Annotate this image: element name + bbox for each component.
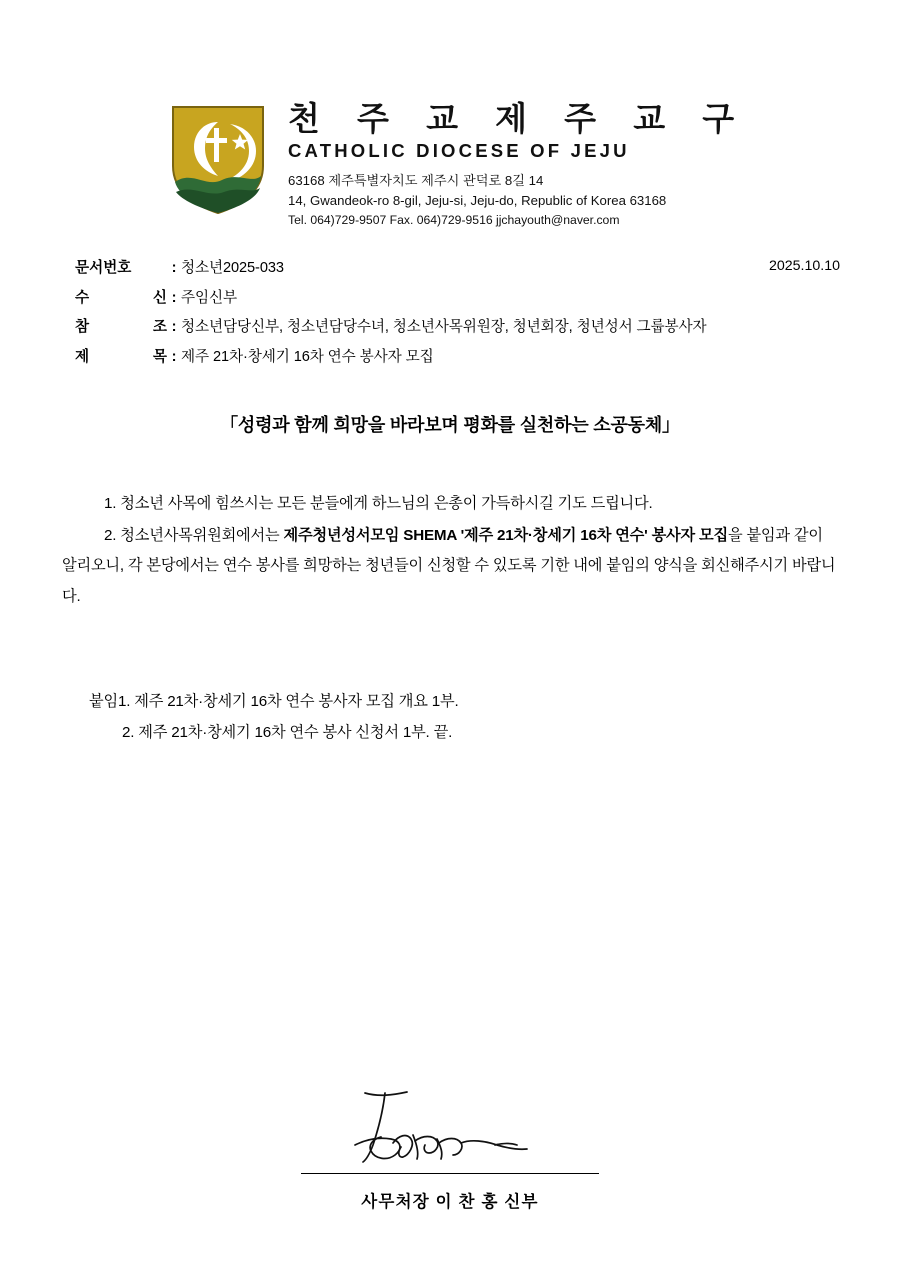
meta-colon: : (171, 319, 177, 336)
signature-rule (301, 1173, 599, 1174)
organization-name-en: CATHOLIC DIOCESE OF JEJU (288, 139, 630, 161)
attachment-item-1: 붙임1. 제주 21차·창세기 16차 연수 봉사자 모집 개요 1부. (89, 693, 459, 711)
cc-label-char2: 조 (152, 319, 167, 336)
organization-name-ko: 천 주 교 제 주 교 구 (288, 100, 749, 137)
signature-area (0, 1087, 900, 1212)
document-meta (0, 257, 900, 368)
cc-value: 청소년담당신부, 청소년담당수녀, 청소년사목위원장, 청년회장, 청년성서 그룹봉사자 (181, 319, 707, 336)
contact-line: Tel. 064)729-9507 Fax. 064)729-9516 jjchayouth@naver.com (288, 213, 620, 228)
subject-label-char2: 목 (152, 349, 167, 366)
meta-colon: : (171, 260, 177, 277)
recipient-value: 주임신부 (181, 289, 237, 306)
body-paragraph-2-highlight: 제주청년성서모임 SHEMA '제주 21차·창세기 16차 연수' 봉사자 모집 (283, 527, 728, 545)
document-number-label: 문서번호 (75, 260, 132, 277)
signer-name: 사무처장 이 찬 홍 신부 (361, 1193, 539, 1211)
document-body (0, 489, 900, 613)
meta-colon: : (171, 349, 177, 366)
cc-label (75, 316, 167, 339)
meta-row-recipient (75, 287, 840, 310)
address-english: 14, Gwandeok-ro 8-gil, Jeju-si, Jeju-do, Republic of Korea 63168 (288, 193, 667, 209)
meta-row-document-number (75, 257, 840, 280)
diocese-crest-icon (170, 104, 266, 216)
meta-row-cc (75, 316, 840, 339)
meta-colon: : (171, 289, 177, 306)
letterhead (0, 0, 900, 227)
attachments-list (0, 686, 900, 748)
handwritten-signature-icon (0, 1087, 900, 1179)
cc-label-char1: 참 (75, 319, 90, 336)
attachment-item-2: 2. 제주 21차·창세기 16차 연수 봉사 신청서 1부. 끝. (122, 724, 453, 742)
body-paragraph-2-prefix: 2. 청소년사목위원회에서는 (104, 527, 284, 545)
address-korean: 63168 제주특별자치도 제주시 관덕로 8길 14 (288, 172, 544, 188)
recipient-label-char1: 수 (75, 289, 90, 306)
recipient-label (75, 287, 167, 310)
subject-label-char1: 제 (75, 349, 90, 366)
page-title: 「성령과 함께 희망을 바라보며 평화를 실천하는 소공동체」 (220, 414, 680, 435)
document-number-value: 청소년2025-033 (181, 260, 284, 277)
body-paragraph-2-rest: 을 붙임과 같이 알리오니, 각 본당에서는 연수 봉사를 희망하는 청년들이 신청할 수 있도록 기한 내에 붙임의 양식을 회신해주시기 바랍니다. (62, 527, 836, 605)
subject-label (75, 346, 167, 369)
body-paragraph-2 (62, 521, 838, 612)
meta-row-subject (75, 346, 840, 369)
body-paragraph-1: 1. 청소년 사목에 힘쓰시는 모든 분들에게 하느님의 은총이 가득하시길 기도 드립니다. (104, 494, 653, 512)
recipient-label-char2: 신 (152, 289, 167, 306)
subject-value: 제주 21차·창세기 16차 연수 봉사자 모집 (181, 349, 434, 366)
document-date: 2025.10.10 (768, 258, 840, 275)
letterhead-text (288, 96, 748, 227)
